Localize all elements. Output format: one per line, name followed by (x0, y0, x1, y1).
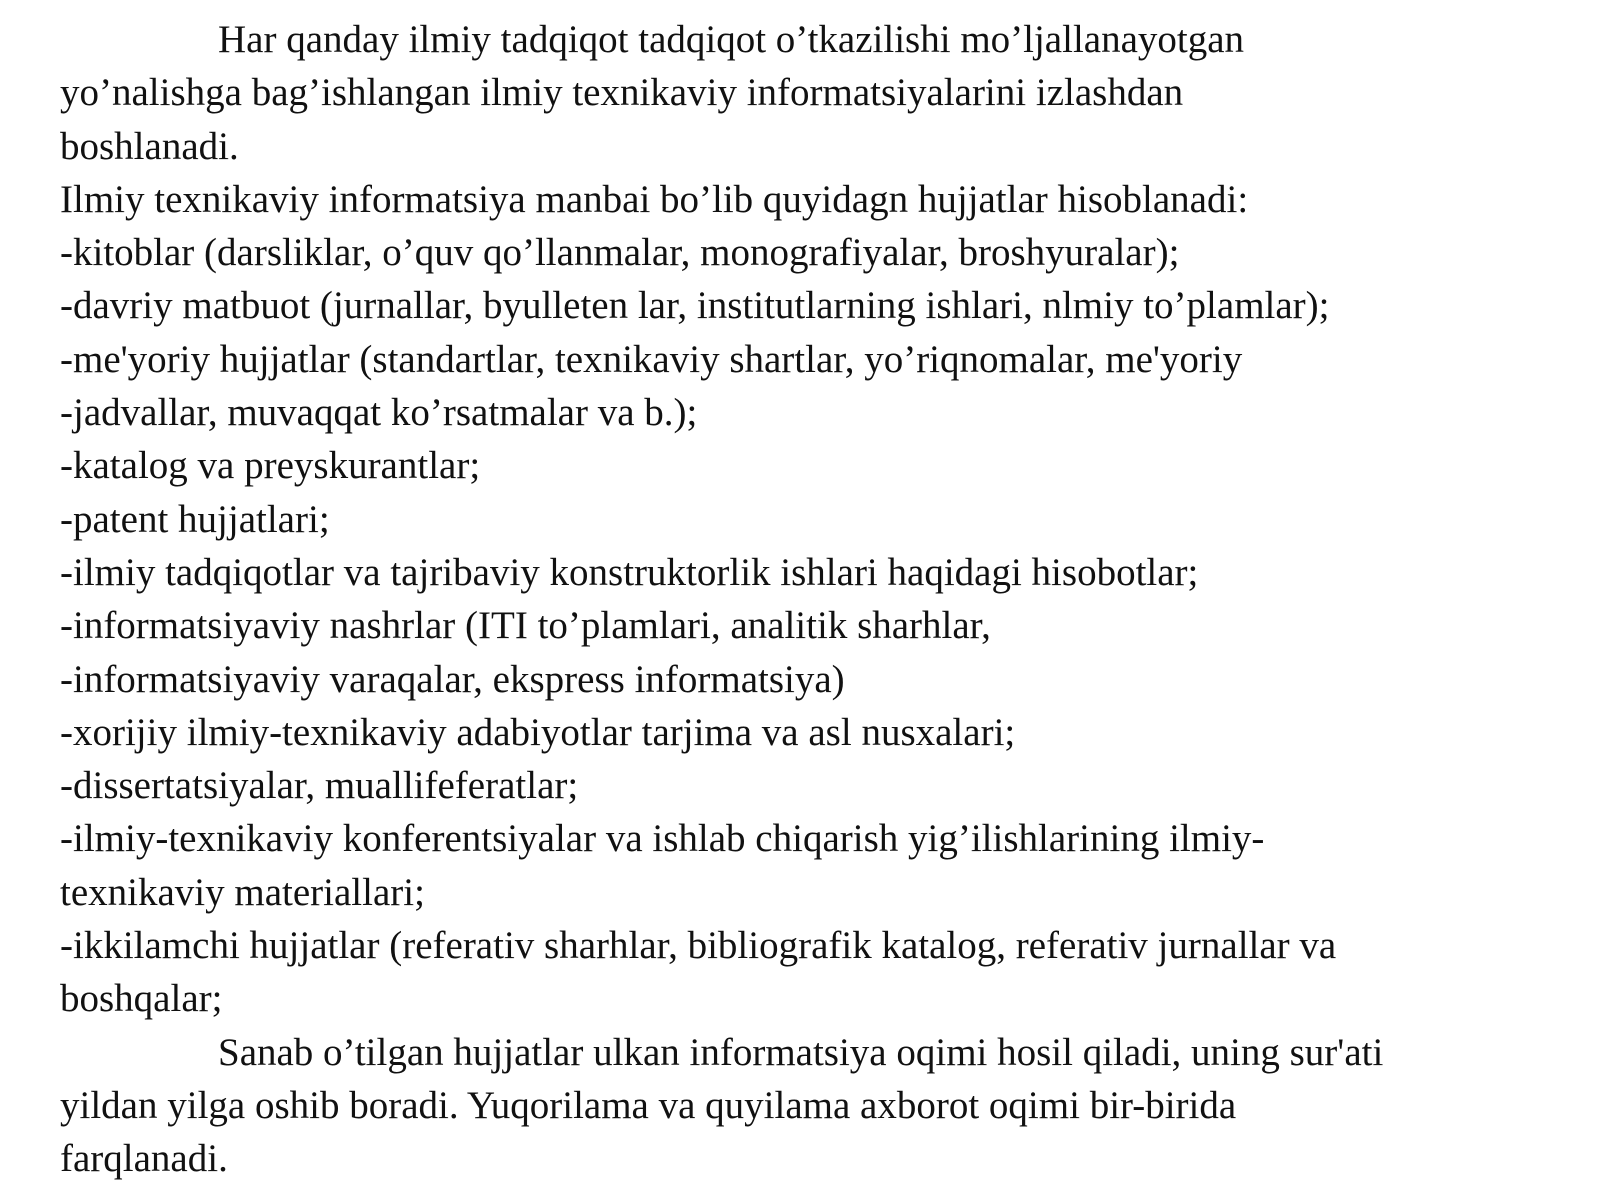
text-line-3: boshlanadi. (60, 124, 239, 168)
document-page (60, 13, 1580, 1186)
text-line-10: -patent hujjatlari; (60, 497, 330, 541)
text-line-1: Har qanday ilmiy tadqiqot tadqiqot o’tkazilishi mo’ljallanayotgan (218, 18, 1245, 61)
text-line-5: -kitoblar (darsliklar, o’quv qo’llanmalar, monografiyalar, broshyuralar); (60, 231, 1180, 275)
text-line-18: -ikkilamchi hujjatlar (referativ sharhlar, bibliografik katalog, referativ jurnallar va (60, 924, 1337, 968)
text-line-4: Ilmiy texnikaviy informatsiya manbai bo’lib quyidagn hujjatlar hisoblanadi: (60, 177, 1249, 221)
text-line-15: -dissertatsiyalar, muallifeferatlar; (60, 764, 579, 808)
text-line-12: -informatsiyaviy nashrlar (ITI to’plamlari, analitik sharhlar, (60, 604, 991, 648)
text-line-8: -jadvallar, muvaqqat ko’rsatmalar va b.); (60, 391, 698, 435)
text-line-21: yildan yilga oshib boradi. Yuqorilama va quyilama axborot oqimi bir-birida (60, 1083, 1237, 1127)
text-line-16: -ilmiy-texnikaviy konferentsiyalar va ishlab chiqarish yig’ilishlarining ilmiy- (60, 817, 1265, 861)
text-line-17: texnikaviy materiallari; (60, 870, 425, 914)
text-line-9: -katalog va preyskurantlar; (60, 444, 481, 488)
text-line-20: Sanab o’tilgan hujjatlar ulkan informatsiya oqimi hosil qiladi, uning sur'ati (218, 1030, 1384, 1074)
text-line-2: yo’nalishga bag’ishlangan ilmiy texnikaviy informatsiyalarini izlashdan (60, 71, 1184, 115)
text-line-7: -me'yoriy hujjatlar (standartlar, texnikaviy shartlar, yo’riqnomalar, me'yoriy (60, 337, 1243, 381)
text-line-14: -xorijiy ilmiy-texnikaviy adabiyotlar tarjima va asl nusxalari; (60, 710, 1016, 754)
text-line-6: -davriy matbuot (jurnallar, byulleten lar, institutlarning ishlari, nlmiy to’plamlar); (60, 284, 1330, 328)
text-line-13: -informatsiyaviy varaqalar, ekspress informatsiya) (60, 657, 845, 701)
text-line-11: -ilmiy tadqiqotlar va tajribaviy konstruktorlik ishlari haqidagi hisobotlar; (60, 550, 1199, 594)
text-line-19: boshqalar; (60, 977, 223, 1021)
text-line-22: farqlanadi. (60, 1137, 228, 1181)
